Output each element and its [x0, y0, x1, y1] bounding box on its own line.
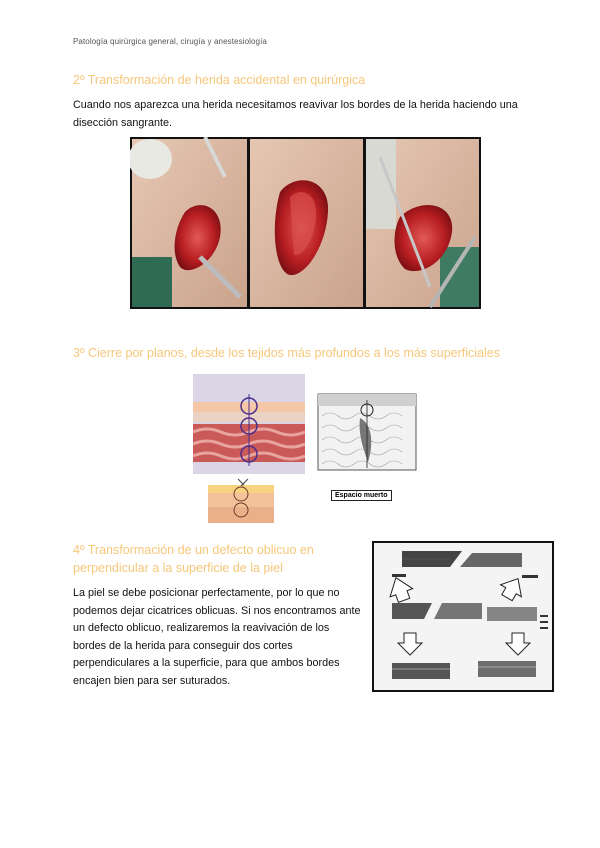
layered-suture-diagram	[193, 374, 305, 474]
paragraph-line: encajen bien para ser suturados.	[73, 674, 231, 687]
skin-suture-thumbnail	[208, 477, 274, 523]
wound-debridement-photos	[130, 137, 481, 309]
section-4-heading-line-2: perpendicular a la superficie de la piel	[73, 561, 283, 575]
photo-panel-1	[130, 137, 247, 307]
running-header: Patología quirúrgica general, cirugía y anestesiología	[73, 37, 267, 46]
section-4-heading-line-1: 4º Transformación de un defecto oblicuo en	[73, 543, 314, 557]
dead-space-caption: Espacio muerto	[331, 490, 392, 501]
paragraph-line: bordes de la herida para conseguir dos cortes	[73, 639, 293, 652]
paragraph-line: un defecto oblicuo, realizaremos la reavivación de los	[73, 622, 330, 634]
paragraph-line: La piel se debe posicionar perfectamente, por lo que no	[73, 587, 340, 599]
photo-panel-2	[250, 139, 363, 307]
dead-space-illustration	[316, 388, 418, 472]
section-2-paragraph: Cuando nos aparezca una herida necesitamos reavivar los bordes de la herida haciendo una disección sangrante.	[73, 99, 518, 129]
photo-panel-3	[366, 139, 479, 307]
paragraph-line: podemos dejar cicatrices oblicuas. Si nos encontramos ante	[73, 604, 361, 617]
paragraph-line: perpendiculares a la superficie, para que ambos bordes	[73, 657, 340, 669]
section-2-heading: 2º Transformación de herida accidental en quirúrgica	[73, 73, 366, 87]
section-3-heading: 3º Cierre por planos, desde los tejidos más profundos a los más superficiales	[73, 346, 501, 360]
section-4-paragraph	[73, 585, 373, 690]
oblique-defect-diagram	[372, 541, 554, 692]
